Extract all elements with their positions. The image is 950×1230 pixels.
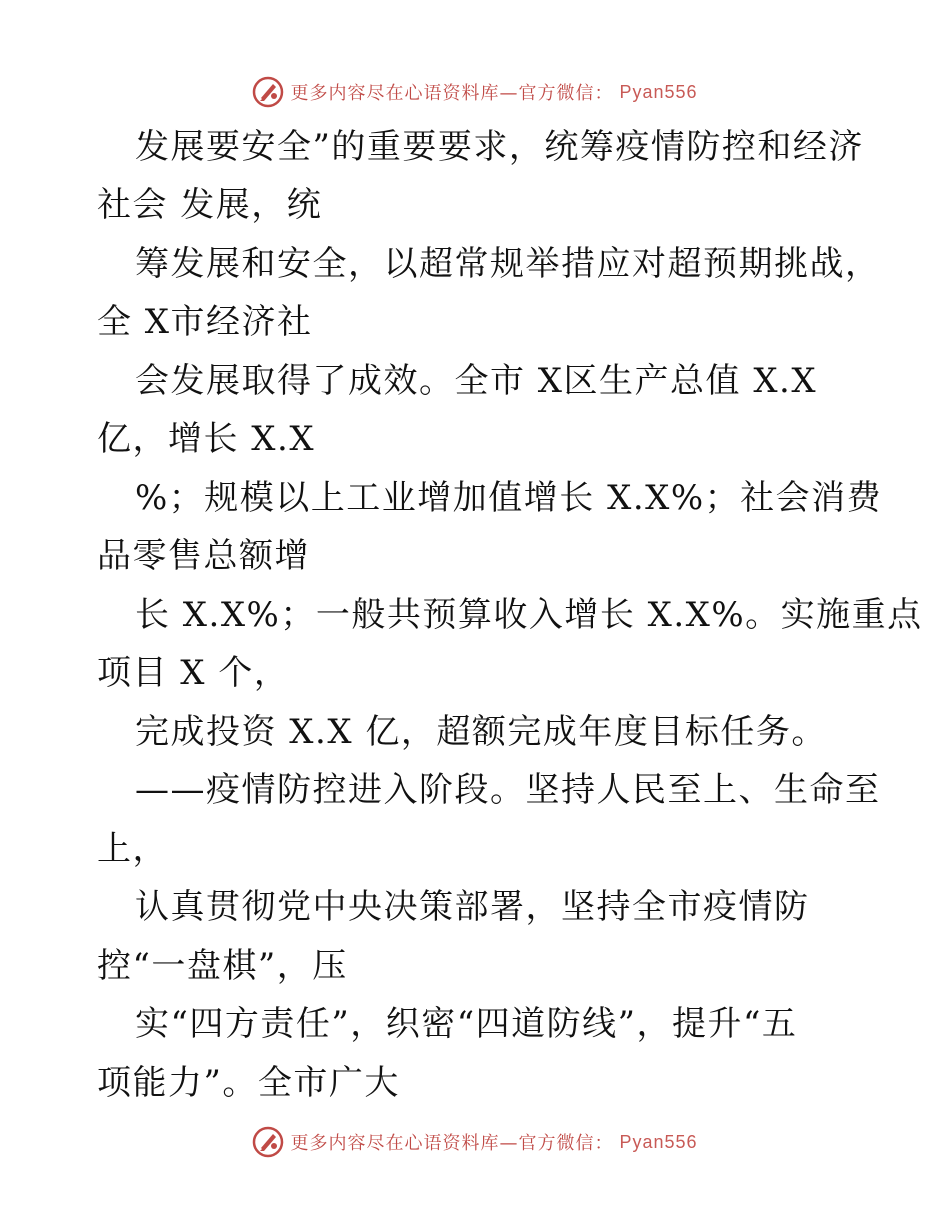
body-line: %；规模以上工业增加值增长 X.X%；社会消费 (135, 478, 883, 518)
footer-watermark (0, 1122, 950, 1162)
header-watermark (0, 72, 950, 112)
body-line: 长 X.X%；一般共预算收入增长 X.X%。实施重点 (135, 595, 923, 635)
watermark-text: 更多内容尽在心语资料库—官方微信： (290, 1133, 614, 1154)
body-line: 完成投资 X.X 亿，超额完成年度目标任务。 (135, 712, 827, 752)
body-line: 控“一盘棋”，压 (97, 946, 348, 986)
body-line: 发展要安全”的重要要求，统筹疫情防控和经济 (135, 127, 864, 167)
body-line: 上， (97, 829, 168, 869)
body-line: 亿，增长 X.X (97, 419, 316, 459)
body-line: 社会 发展，统 (97, 185, 323, 225)
body-line: 认真贯彻党中央决策部署，坚持全市疫情防 (135, 887, 810, 927)
body-line: 项能力”。全市广大 (97, 1063, 400, 1103)
brand-logo-icon (252, 1126, 284, 1158)
watermark-text: 更多内容尽在心语资料库—官方微信： (290, 83, 614, 104)
body-line: 品零售总额增 (97, 536, 310, 576)
body-line: 筹发展和安全，以超常规举措应对超预期挑战， (135, 244, 881, 284)
body-line: 实“四方责任”，织密“四道防线”，提升“五 (135, 1004, 798, 1044)
brand-logo-icon (252, 76, 284, 108)
watermark-brand: Pyan556 (619, 81, 698, 102)
body-line: ——疫情防控进入阶段。坚持人民至上、生命至 (135, 770, 881, 810)
body-line: 项目 X 个， (97, 653, 290, 693)
body-line: 全 X市经济社 (97, 302, 313, 342)
watermark-brand: Pyan556 (619, 1131, 698, 1152)
body-line: 会发展取得了成效。全市 X区生产总值 X.X (135, 361, 818, 401)
